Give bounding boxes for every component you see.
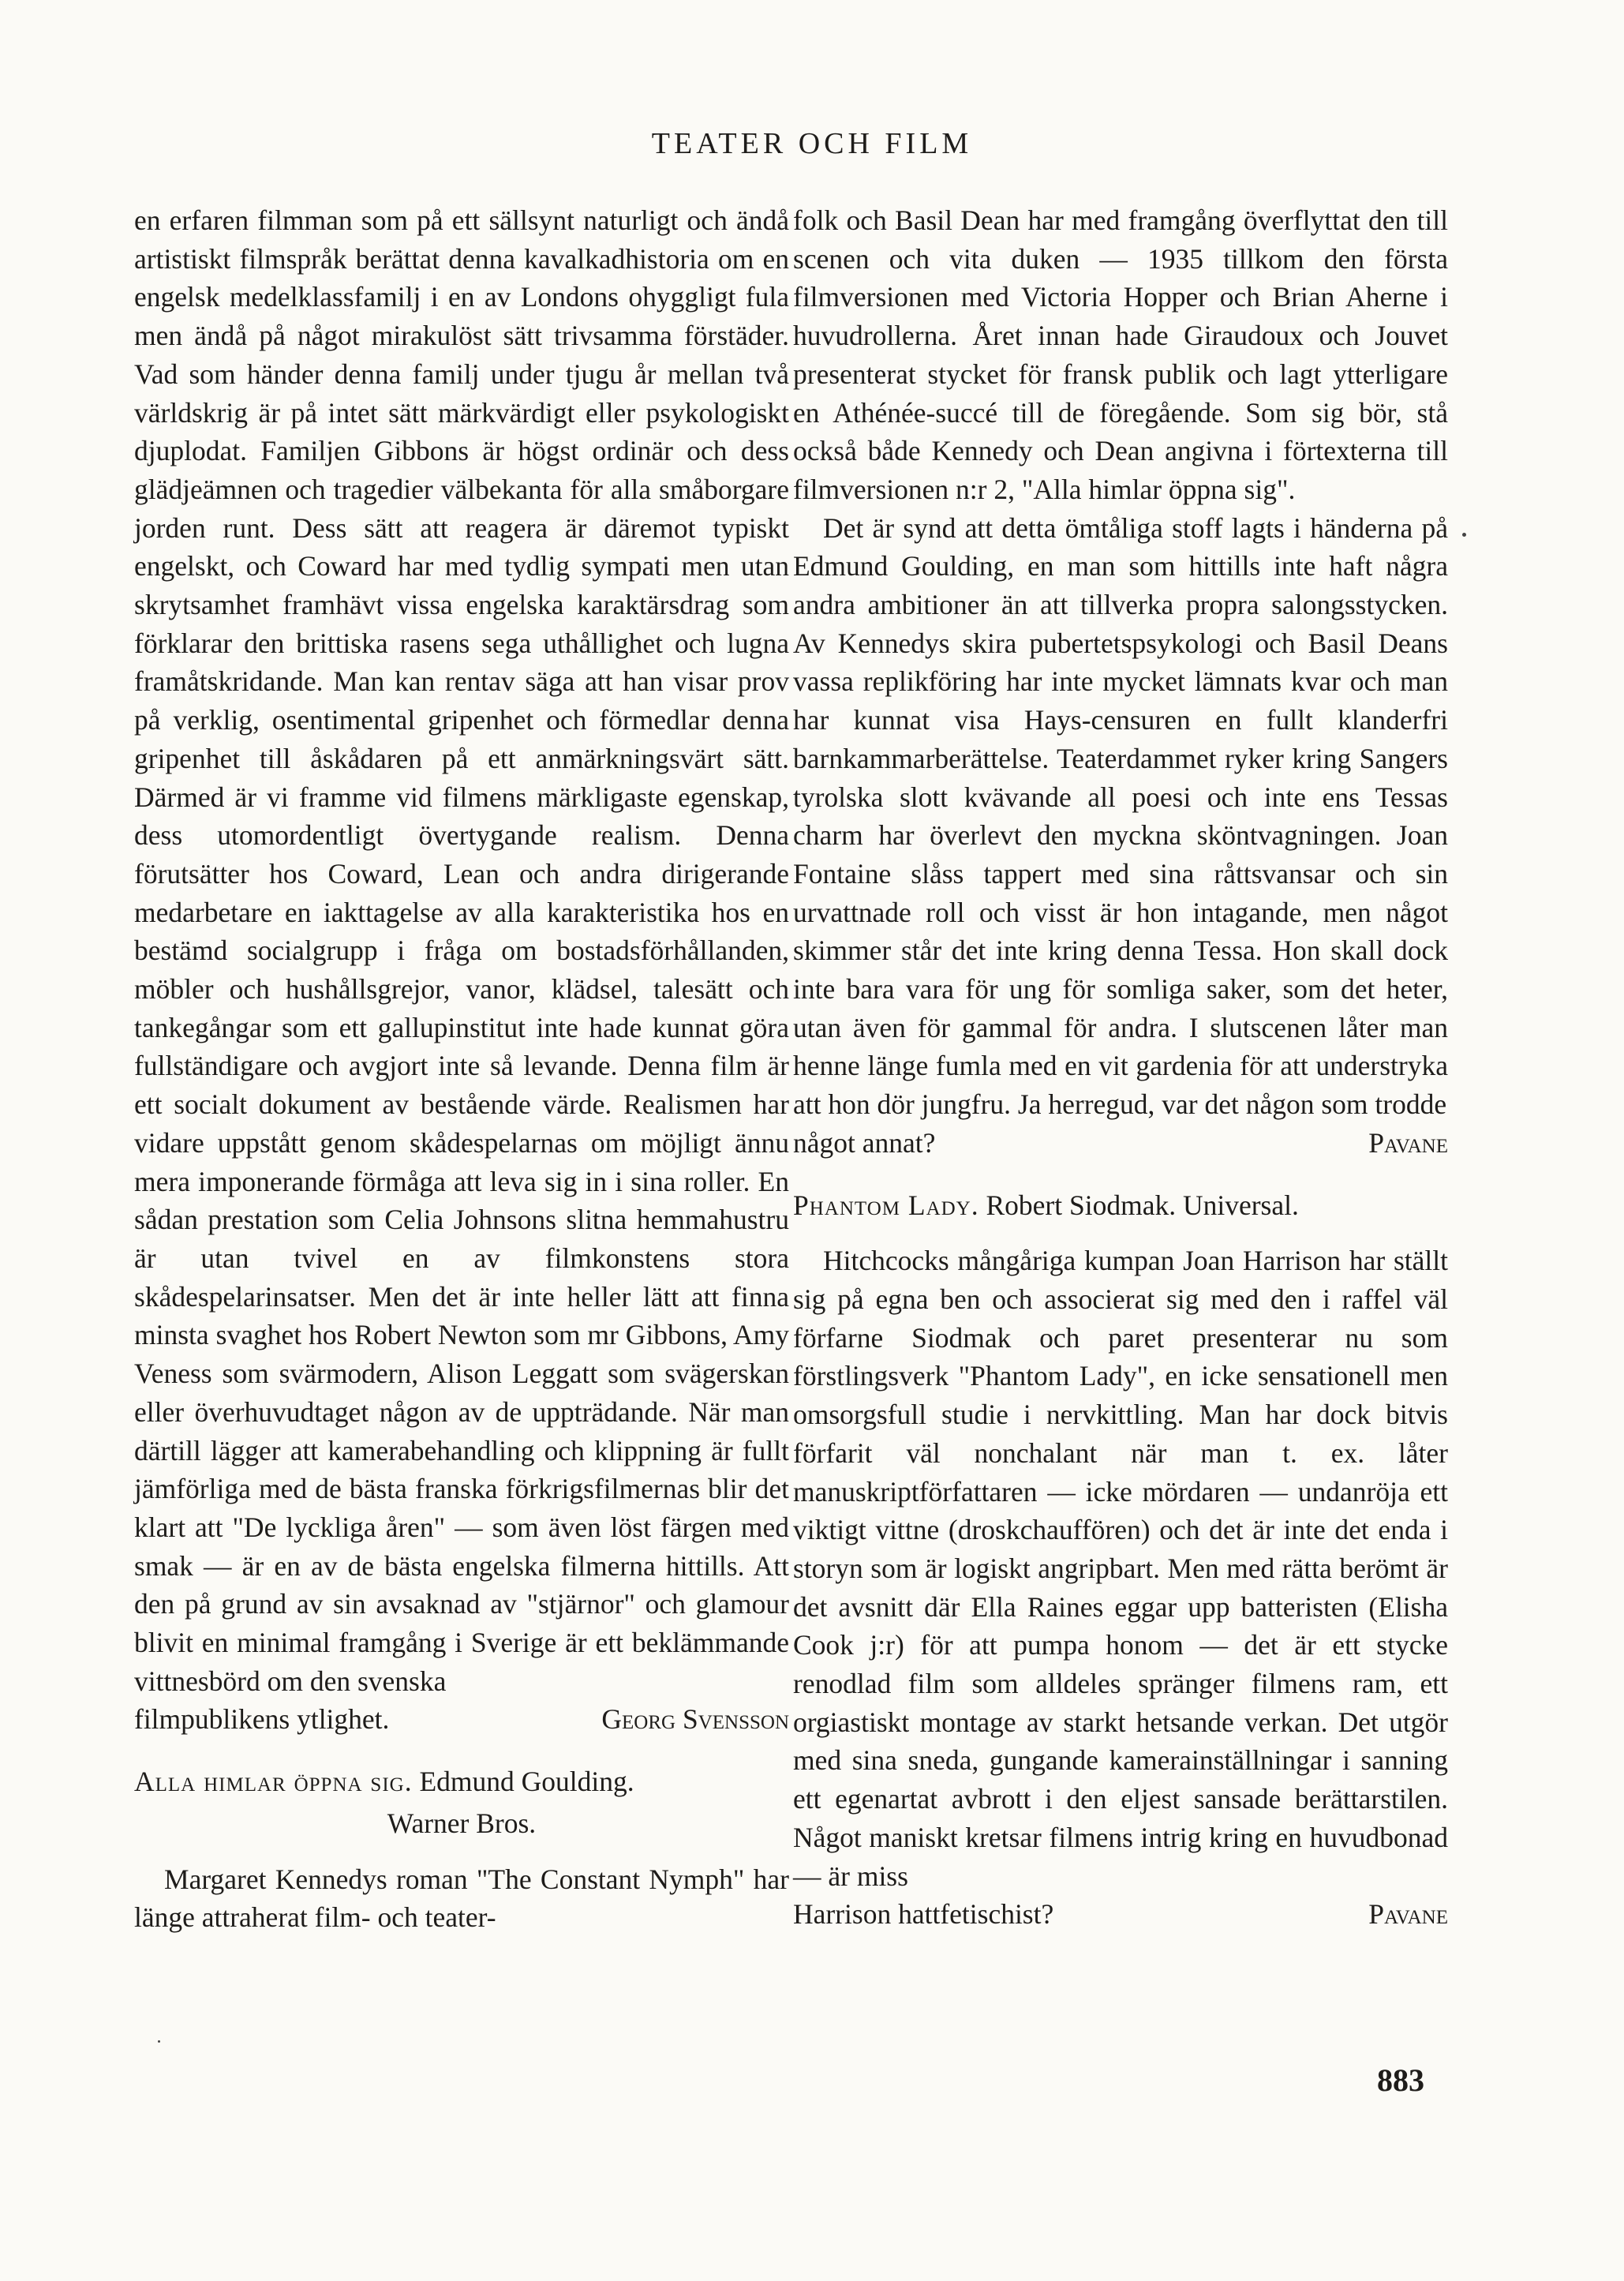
review2-last-line: något annat? xyxy=(793,1126,936,1159)
review3-credits: Robert Siodmak. Universal. xyxy=(986,1189,1299,1221)
review2-studio: Warner Bros. xyxy=(387,1807,537,1839)
review3-text: Hitchcocks mångåriga kumpan Joan Harrison har ställt sig på egna ben och associerat sig med den i raffel väl förfarne Siodmak och paret presenterar nu som förstlingsverk "Phantom Lady", en icke sensationell men omsorgsfull studie i nervkittling. Man har dock bitvis förfarit väl nonchalant när man t. ex. låter manuskriptförfattaren — icke mördaren — undanröja ett viktigt vittne (droskchauffören) och det är inte det enda i storyn som är logiskt angripbart. Men med rätta berömt är det avsnitt där Ella Raines eggar upp batteristen (Elisha Cook j:r) för att pumpa honom — det är ett stycke renodlad film som alldeles spränger filmens ram, ett orgiastiskt montage av starkt hetsande verkan. Det utgör med sina sneda, gungande kamerainställningar i sanning ett egenartat avbrott i den eljest sansade berättarstilen. Något maniskt kretsar filmens intrig kring en huvudbonad — är miss xyxy=(793,1245,1448,1892)
review1-last-line: filmpublikens ytlighet. xyxy=(134,1703,390,1736)
right-column xyxy=(793,201,1448,1934)
review1-signature: Georg Svensson xyxy=(601,1703,789,1736)
running-head: TEATER OCH FILM xyxy=(651,127,973,160)
review3-body xyxy=(793,1242,1448,1895)
review2-title: Alla himlar öppna sig. xyxy=(134,1766,413,1798)
review1-signature-line xyxy=(134,1700,789,1739)
left-column xyxy=(134,201,789,1937)
review2-heading xyxy=(134,1762,789,1801)
review2-body-p2 xyxy=(793,509,1448,1124)
review1-body xyxy=(134,201,789,1700)
review2-text: Det är synd att detta ömtåliga stoff lagts i händerna på Edmund Goulding, en man som hittills inte haft några andra ambitioner än att tillverka propra salongsstycken. Av Kennedys skira pubertetspsykologi och Basil Deans vassa replikföring har inte mycket lämnats kvar och man har kunnat visa Hays-censuren en fullt klanderfri barnkammarberättelse. Teaterdammet ryker kring Sangers tyrolska slott kvävande all poesi och inte ens Tessas charm har överlevt den myckna sköntvagningen. Joan Fontaine slåss tappert med sina råttsvansar och sin urvattnade roll och visst är hon intagande, men något skimmer står det inte kring denna Tessa. Hon skall dock inte bara vara för ung för somliga saker, som det heter, utan även för gammal för andra. I slutscenen låter man henne länge fumla med en vit gardenia för att understryka att hon dör jungfru. Ja herregud, var det någon som trodde xyxy=(793,511,1448,1121)
review3-last-line: Harrison hattfetischist? xyxy=(793,1898,1054,1931)
review3-title: Phantom Lady. xyxy=(793,1189,979,1221)
print-speck xyxy=(158,2040,160,2043)
review3-heading xyxy=(793,1186,1448,1225)
review2-body-continued: folk och Basil Dean har med framgång överflyttat den till scenen och vita duken — 1935 tillkom den första filmversionen med Victoria Hopper och Brian Aherne i huvudrollerna. Året innan hade Giraudoux och Jouvet presenterat stycket för fransk publik och lagt ytterligare en Athénée-succé till de föregående. Som sig bör, stå också både Kennedy och Dean angivna i förtexterna till filmversionen n:r 2, "Alla himlar öppna sig". xyxy=(793,204,1448,505)
review1-text: en erfaren filmman som på ett sällsynt naturligt och ändå artistiskt filmspråk berättat denna kavalkadhistoria om en engelsk medelklassfamilj i en av Londons ohyggligt fula men ändå på något mirakulöst sätt trivsamma förstäder. Vad som händer denna familj under tjugu år mellan två världskrig är på intet sätt märkvärdigt eller psykologiskt djuplodat. Familjen Gibbons är högst ordinär och dess glädjeämnen och tragedier välbekanta för alla småborgare jorden runt. Dess sätt att reagera är däremot typiskt engelskt, och Coward har med tydlig sympati men utan skrytsamhet framhävt vissa engelska karaktärsdrag som förklarar den brittiska rasens sega uthållighet och lugna framåtskridande. Man kan rentav säga att han visar prov på verklig, osentimental gripenhet och förmedlar denna gripenhet till åskådaren på ett anmärkningsvärt sätt. Därmed är vi framme vid filmens märkligaste egenskap, dess utomordentligt övertygande realism. Denna förutsätter hos Coward, Lean och andra dirigerande medarbetare en iakttagelse av alla karakteristika hos en bestämd socialgrupp i fråga om bostadsförhållanden, möbler och hushållsgrejor, vanor, klädsel, talesätt och tankegångar som ett gallupinstitut inte hade kunnat göra fullständigare och avgjort inte så levande. Denna film är ett socialt dokument av bestående värde. Realismen har vidare uppstått genom skådespelarnas om möjligt ännu mera imponerande förmåga att leva sig in i sina roller. En sådan prestation som Celia Johnsons slitna hemmahustru är utan tvivel en av filmkonstens stora skådespelarinsatser. Men det är inte heller lätt att finna minsta svaghet hos Robert Newton som mr Gibbons, Amy Veness som svärmodern, Alison Leggatt som svägerskan eller överhuvudtaget någon av de uppträdande. När man därtill lägger att kamerabehandling och klippning är fullt jämförliga med de bästa franska förkrigsfilmernas blir det klart att "De lyckliga åren" — som även löst färgen med smak — är en av de bästa engelska filmerna hittills. Att den på grund av sin avsaknad av "stjärnor" och glamour blivit en minimal framgång i Sverige är ett beklämmande vittnesbörd om den svenska xyxy=(134,204,789,1697)
review3-signature: Pavane xyxy=(1368,1898,1448,1931)
print-speck xyxy=(1462,533,1466,537)
review2-body-start: Margaret Kennedys roman "The Constant Nymph" har länge attraherat film- och teater- xyxy=(134,1863,789,1934)
review3-signature-line xyxy=(793,1895,1448,1934)
page-number: 883 xyxy=(1377,2062,1424,2098)
review2-signature-line xyxy=(793,1124,1448,1163)
review2-signature: Pavane xyxy=(1368,1126,1448,1159)
review2-credits: Edmund Goulding. xyxy=(419,1766,634,1798)
